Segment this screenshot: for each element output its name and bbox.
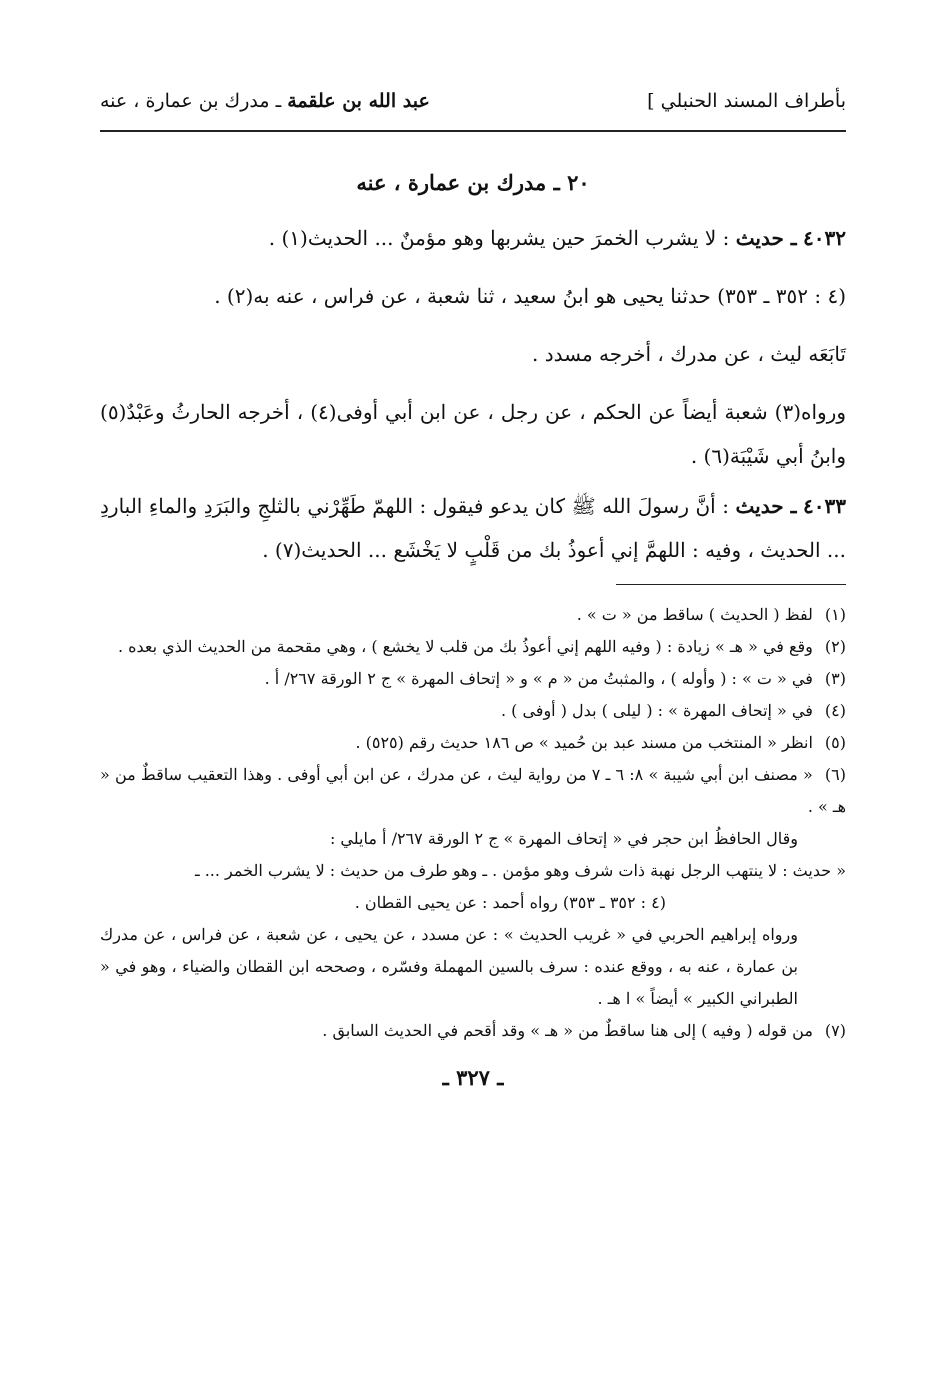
header-chapter <box>100 90 430 112</box>
footnotes <box>100 599 846 1047</box>
header-section-name: ـ مدرك بن عمارة ، عنه <box>100 90 282 112</box>
footnote-1 <box>100 599 846 631</box>
footnote-number: (٦) <box>824 765 846 784</box>
footnote-text: في « ت » : ( وأوله ) ، والمثبتُ من « م » و « إتحاف المهرة » ج ٢ الورقة ٢٦٧/ أ . <box>264 669 813 688</box>
footnote-text: « مصنف ابن أبي شيبة » ٨: ٦ ـ ٧ من رواية ليث ، عن مدرك ، عن ابن أبي أوفى . وهذا التعقيب ساقطٌ من « هـ » . <box>100 765 846 816</box>
hadith-text: : أنَّ رسولَ الله ﷺ كان يدعو فيقول : اللهمّ طَهِّرْني بالثلجِ والبَرَدِ والماءِ الباردِ ... الحديث ، وفيه : اللهمَّ إني أعوذُ بك من قَلْبٍ لا يَخْشَع ... الحديث(٧) . <box>100 494 846 562</box>
footnote-3 <box>100 663 846 695</box>
riwaya-paragraph: ورواه(٣) شعبة أيضاً عن الحكم ، عن رجل ، عن ابن أبي أوفى(٤) ، أخرجه الحارثُ وعَبْدٌ(٥) وابنُ أبي شَيْبَة(٦) . <box>100 400 846 468</box>
hadith-label: ـ حديث <box>735 494 797 518</box>
footnote-separator <box>616 584 846 585</box>
footnote-6-ibn-hajar: وقال الحافظُ ابن حجر في « إتحاف المهرة » ج ٢ الورقة ٢٦٧/ أ مايلي : <box>329 829 798 848</box>
header-chapter-name: عبد الله بن علقمة <box>287 90 430 112</box>
footnote-4 <box>100 695 846 727</box>
hadith-number: ٤٠٣٢ <box>803 226 846 250</box>
footnote-text: وقع في « هـ » زيادة : ( وفيه اللهم إني أعوذُ بك من قلب لا يخشع ) ، وهي مقحمة من الحديث الذي بعده . <box>117 637 813 656</box>
header-book-title: بأطراف المسند الحنبلي ] <box>647 90 846 112</box>
page <box>100 90 846 1090</box>
hadith-4032 <box>100 216 846 260</box>
footnote-text: في « إتحاف المهرة » : ( ليلى ) بدل ( أوفى ) . <box>500 701 813 720</box>
footnote-number: (٥) <box>824 733 846 752</box>
footnote-2 <box>100 631 846 663</box>
footnote-number: (٣) <box>824 669 846 688</box>
footnote-6 <box>100 759 846 823</box>
running-header <box>100 90 846 132</box>
footnote-7 <box>100 1015 846 1047</box>
footnote-5 <box>100 727 846 759</box>
footnote-text: لفظ ( الحديث ) ساقط من « ت » . <box>576 605 813 624</box>
section-title: ٢٠ ـ مدرك بن عمارة ، عنه <box>356 170 590 195</box>
footnote-6-harbi: ورواه إبراهيم الحربي في « غريب الحديث » : عن مسدد ، عن يحيى ، عن شعبة ، عن فراس ، عن مدرك بن عمارة ، عنه به ، ووقع عنده : سرف بالسين المهملة وفسّره ، وصححه ابن القطان والضياء ، وهو في « الطبراني الكبير » أيضاً » ا هـ . <box>100 925 798 1008</box>
isnad-paragraph: (٤ : ٣٥٢ ـ ٣٥٣) حدثنا يحيى هو ابنُ سعيد ، ثنا شعبة ، عن فراس ، عنه به(٢) . <box>214 284 846 308</box>
hadith-label: ـ حديث <box>735 226 797 250</box>
footnote-number: (٧) <box>824 1021 846 1040</box>
footnote-6-ahmad: (٤ : ٣٥٢ ـ ٣٥٣) رواه أحمد : عن يحيى القطان . <box>354 893 666 912</box>
footnote-text: من قوله ( وفيه ) إلى هنا ساقطٌ من « هـ » وقد أقحم في الحديث السابق . <box>322 1021 813 1040</box>
footnote-number: (٤) <box>824 701 846 720</box>
footnote-6-quote: « حديث : لا ينتهب الرجل نهبة ذات شرف وهو مؤمن . ـ وهو طرف من حديث : لا يشرب الخمر ... ـ <box>194 861 846 880</box>
hadith-text: : لا يشرب الخمرَ حين يشربها وهو مؤمنٌ ... الحديث(١) . <box>268 226 730 250</box>
footnote-number: (٢) <box>824 637 846 656</box>
hadith-4033 <box>100 484 846 572</box>
page-number: ـ ٣٢٧ ـ <box>442 1065 504 1090</box>
footnote-text: انظر « المنتخب من مسند عبد بن حُميد » ص ١٨٦ حديث رقم (٥٢٥) . <box>355 733 813 752</box>
mutaba-paragraph: تَابَعَه ليث ، عن مدرك ، أخرجه مسدد . <box>531 342 846 366</box>
footnote-number: (١) <box>824 605 846 624</box>
hadith-number: ٤٠٣٣ <box>803 494 847 518</box>
